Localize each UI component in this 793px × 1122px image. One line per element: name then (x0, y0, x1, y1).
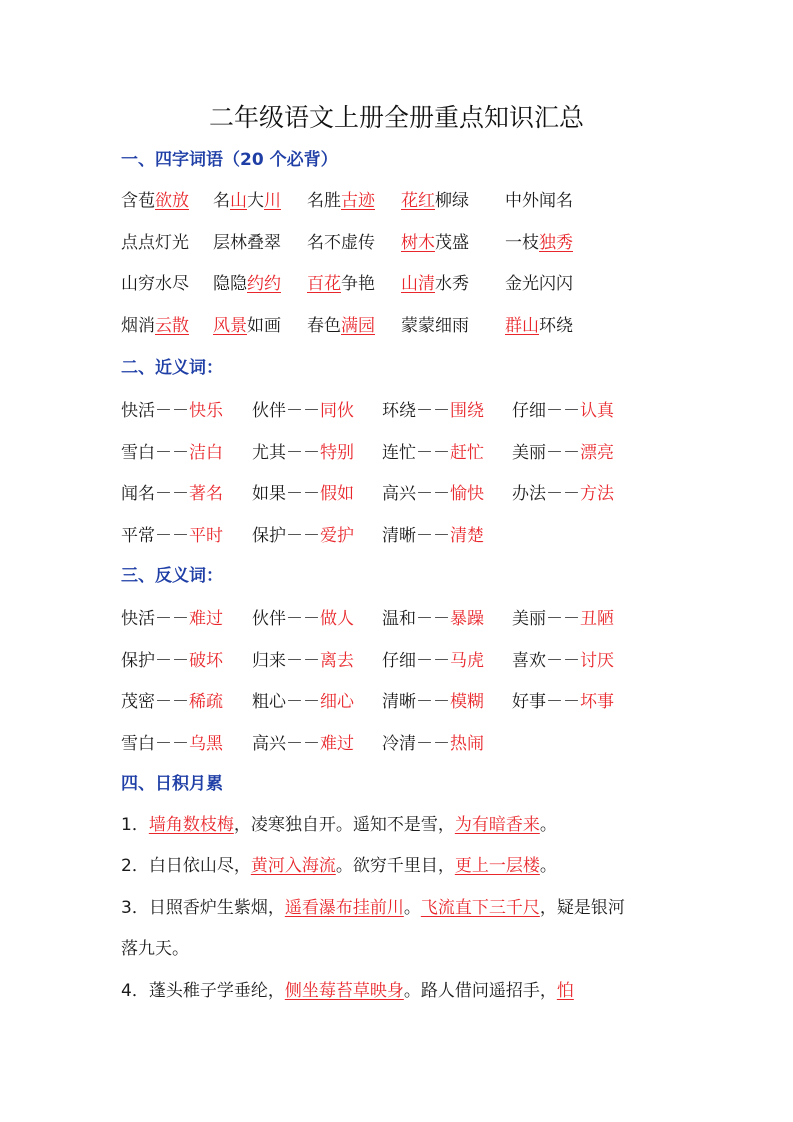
poem-text: 。 (539, 856, 557, 876)
poem-text: ，凌寒独自开。遥知不是雪， (233, 815, 455, 835)
highlighted-word: 认真 (580, 401, 614, 421)
word-text: 中外闻名 (505, 191, 573, 211)
word-pair (382, 731, 484, 757)
highlighted-word: 平时 (189, 525, 223, 546)
word-text: 含苞 (121, 191, 155, 211)
poem-line (121, 812, 557, 838)
poem-text: 。欲穷千里目， (335, 856, 455, 876)
idiom-item (505, 271, 573, 297)
idiom-item (307, 230, 375, 256)
idiom-item (401, 230, 469, 256)
poem-text: 4．蓬头稚子学垂纶， (121, 981, 285, 1001)
highlighted-word: 坏事 (580, 692, 614, 712)
word-pair (121, 481, 223, 507)
poem-text: 2．白日依山尽， (121, 856, 251, 876)
word-text: 环绕－－ (382, 401, 450, 421)
word-text: 争艳 (341, 274, 375, 294)
word-pair (121, 648, 223, 674)
idiom-item (121, 230, 189, 256)
poem-text: 1． (121, 815, 149, 835)
word-pair (252, 606, 354, 632)
highlighted-word: 爱护 (320, 525, 354, 546)
word-text: 一枝 (505, 232, 539, 253)
word-text: 水秀 (435, 274, 469, 294)
word-text: 美丽－－ (512, 442, 580, 463)
idiom-item (401, 271, 469, 297)
highlighted-word: 热闹 (450, 733, 484, 754)
word-text: 春色 (307, 315, 341, 336)
word-pair (382, 606, 484, 632)
highlighted-word: 难过 (320, 733, 354, 754)
highlighted-phrase: 侧坐莓苔草映身 (284, 981, 404, 1001)
word-text: 茂盛 (435, 232, 469, 253)
section-heading-4: 四、日积月累 (121, 774, 223, 794)
idiom-item (307, 188, 375, 214)
word-text: 层林叠翠 (213, 232, 281, 253)
highlighted-word: 花红 (401, 191, 435, 211)
idiom-item (401, 313, 469, 339)
word-pair (512, 689, 614, 715)
highlighted-phrase: 遥看瀑布挂前川 (284, 898, 404, 918)
poem-line (121, 936, 189, 962)
poem-line (121, 978, 574, 1004)
word-text: 保护－－ (121, 650, 189, 671)
highlighted-word: 古迹 (341, 191, 375, 211)
word-pair (121, 731, 223, 757)
highlighted-word: 群山 (505, 315, 539, 336)
highlighted-word: 风景 (213, 315, 247, 336)
word-text: 隐隐 (213, 274, 247, 294)
word-text: 高兴－－ (382, 484, 450, 504)
highlighted-word: 细心 (320, 692, 354, 712)
poem-text: 。路人借问遥招手， (403, 981, 557, 1001)
word-text: 雪白－－ (121, 442, 189, 463)
highlighted-phrase: 飞流直下三千尺 (420, 898, 540, 918)
word-pair (252, 689, 354, 715)
word-pair (252, 648, 354, 674)
word-text: 茂密－－ (121, 692, 189, 712)
word-text: 柳绿 (435, 191, 469, 211)
highlighted-word: 方法 (580, 484, 614, 504)
word-text: 伙伴－－ (252, 401, 320, 421)
word-text: 平常－－ (121, 525, 189, 546)
word-text: 名不虚传 (307, 232, 375, 253)
word-pair (382, 440, 484, 466)
word-text: 点点灯光 (121, 232, 189, 253)
word-pair (121, 398, 223, 424)
highlighted-word: 欲放 (155, 191, 189, 211)
word-pair (121, 523, 223, 549)
highlighted-phrase: 墙角数枝梅 (148, 815, 234, 835)
highlighted-word: 川 (264, 191, 281, 211)
highlighted-word: 离去 (320, 650, 354, 671)
word-text: 清晰－－ (382, 525, 450, 546)
antonym-row (121, 731, 681, 757)
highlighted-word: 快乐 (189, 401, 223, 421)
highlighted-word: 稀疏 (189, 692, 223, 712)
word-text: 伙伴－－ (252, 609, 320, 629)
highlighted-word: 破坏 (189, 650, 223, 671)
word-pair (512, 648, 614, 674)
highlighted-phrase: 为有暗香来 (454, 815, 540, 835)
word-text: 冷清－－ (382, 733, 450, 754)
word-text: 连忙－－ (382, 442, 450, 463)
word-pair (252, 523, 354, 549)
synonym-row (121, 523, 681, 549)
word-text: 名胜 (307, 191, 341, 211)
word-text: 保护－－ (252, 525, 320, 546)
highlighted-word: 讨厌 (580, 650, 614, 671)
word-pair (512, 398, 614, 424)
highlighted-word: 漂亮 (580, 442, 614, 463)
idiom-item (213, 313, 281, 339)
highlighted-word: 百花 (307, 274, 341, 294)
poem-line (121, 895, 625, 921)
word-pair (252, 398, 354, 424)
highlighted-word: 难过 (189, 609, 223, 629)
synonym-row (121, 398, 681, 424)
word-text: 尤其－－ (252, 442, 320, 463)
highlighted-word: 特别 (320, 442, 354, 463)
idiom-row (121, 313, 681, 339)
word-text: 快活－－ (121, 401, 189, 421)
highlighted-word: 满园 (341, 315, 375, 336)
highlighted-word: 云散 (155, 315, 189, 336)
word-pair (382, 689, 484, 715)
word-pair (512, 481, 614, 507)
highlighted-word: 独秀 (539, 232, 573, 253)
word-text: 清晰－－ (382, 692, 450, 712)
word-text: 快活－－ (121, 609, 189, 629)
word-text: 烟消 (121, 315, 155, 336)
idiom-item (505, 313, 573, 339)
highlighted-word: 山清 (401, 274, 435, 294)
idiom-item (121, 188, 189, 214)
poem-text: 落九天。 (121, 939, 189, 959)
highlighted-word: 愉快 (450, 484, 484, 504)
poem-text: ，疑是银河 (539, 898, 625, 918)
word-pair (121, 440, 223, 466)
word-text: 名 (213, 191, 230, 211)
synonym-row (121, 481, 681, 507)
word-pair (121, 606, 223, 632)
word-pair (382, 481, 484, 507)
highlighted-word: 暴躁 (450, 609, 484, 629)
word-text: 喜欢－－ (512, 650, 580, 671)
antonym-row (121, 648, 681, 674)
word-pair (512, 440, 614, 466)
antonym-row (121, 606, 681, 632)
word-pair (382, 398, 484, 424)
idiom-item (121, 271, 189, 297)
idiom-row (121, 271, 681, 297)
word-text: 仔细－－ (382, 650, 450, 671)
idiom-item (505, 230, 573, 256)
word-pair (512, 606, 614, 632)
word-pair (121, 689, 223, 715)
idiom-row (121, 188, 681, 214)
word-text: 高兴－－ (252, 733, 320, 754)
highlighted-word: 模糊 (450, 692, 484, 712)
word-text: 金光闪闪 (505, 274, 573, 294)
highlighted-word: 清楚 (450, 525, 484, 546)
highlighted-phrase: 更上一层楼 (454, 856, 540, 876)
highlighted-word: 约约 (247, 274, 281, 294)
page-title: 二年级语文上册全册重点知识汇总 (208, 103, 584, 132)
poem-text: 3．日照香炉生紫烟， (121, 898, 285, 918)
highlighted-word: 树木 (401, 232, 435, 253)
idiom-item (213, 188, 281, 214)
word-text: 如果－－ (252, 484, 320, 504)
highlighted-word: 丑陋 (580, 609, 614, 629)
idiom-item (213, 230, 281, 256)
section-heading-3: 三、反义词： (121, 566, 223, 586)
highlighted-word: 马虎 (450, 650, 484, 671)
idiom-item (213, 271, 281, 297)
highlighted-word: 做人 (320, 609, 354, 629)
word-pair (252, 731, 354, 757)
idiom-item (121, 313, 189, 339)
word-text: 山穷水尽 (121, 274, 189, 294)
word-text: 环绕 (539, 315, 573, 336)
idiom-item (401, 188, 469, 214)
idiom-item (307, 313, 375, 339)
highlighted-phrase: 怕 (556, 981, 574, 1001)
word-text: 温和－－ (382, 609, 450, 629)
highlighted-word: 围绕 (450, 401, 484, 421)
poem-text: 。 (539, 815, 557, 835)
highlighted-word: 假如 (320, 484, 354, 504)
highlighted-word: 乌黑 (189, 733, 223, 754)
poem-line (121, 853, 557, 879)
idiom-item (505, 188, 573, 214)
highlighted-word: 著名 (189, 484, 223, 504)
synonym-row (121, 440, 681, 466)
word-pair (382, 648, 484, 674)
section-heading-1: 一、四字词语（20 个必背） (121, 150, 338, 170)
word-text: 雪白－－ (121, 733, 189, 754)
word-pair (252, 481, 354, 507)
section-heading-2: 二、近义词： (121, 358, 223, 378)
idiom-item (307, 271, 375, 297)
word-pair (252, 440, 354, 466)
word-text: 好事－－ (512, 692, 580, 712)
word-text: 如画 (247, 315, 281, 336)
word-text: 大 (247, 191, 264, 211)
highlighted-word: 赶忙 (450, 442, 484, 463)
word-text: 闻名－－ (121, 484, 189, 504)
word-text: 美丽－－ (512, 609, 580, 629)
word-text: 办法－－ (512, 484, 580, 504)
highlighted-word: 山 (230, 191, 247, 211)
word-pair (382, 523, 484, 549)
word-text: 仔细－－ (512, 401, 580, 421)
highlighted-phrase: 黄河入海流 (250, 856, 336, 876)
highlighted-word: 洁白 (189, 442, 223, 463)
poem-text: 。 (403, 898, 421, 918)
word-text: 粗心－－ (252, 692, 320, 712)
antonym-row (121, 689, 681, 715)
idiom-row (121, 230, 681, 256)
highlighted-word: 同伙 (320, 401, 354, 421)
word-text: 蒙蒙细雨 (401, 315, 469, 336)
word-text: 归来－－ (252, 650, 320, 671)
